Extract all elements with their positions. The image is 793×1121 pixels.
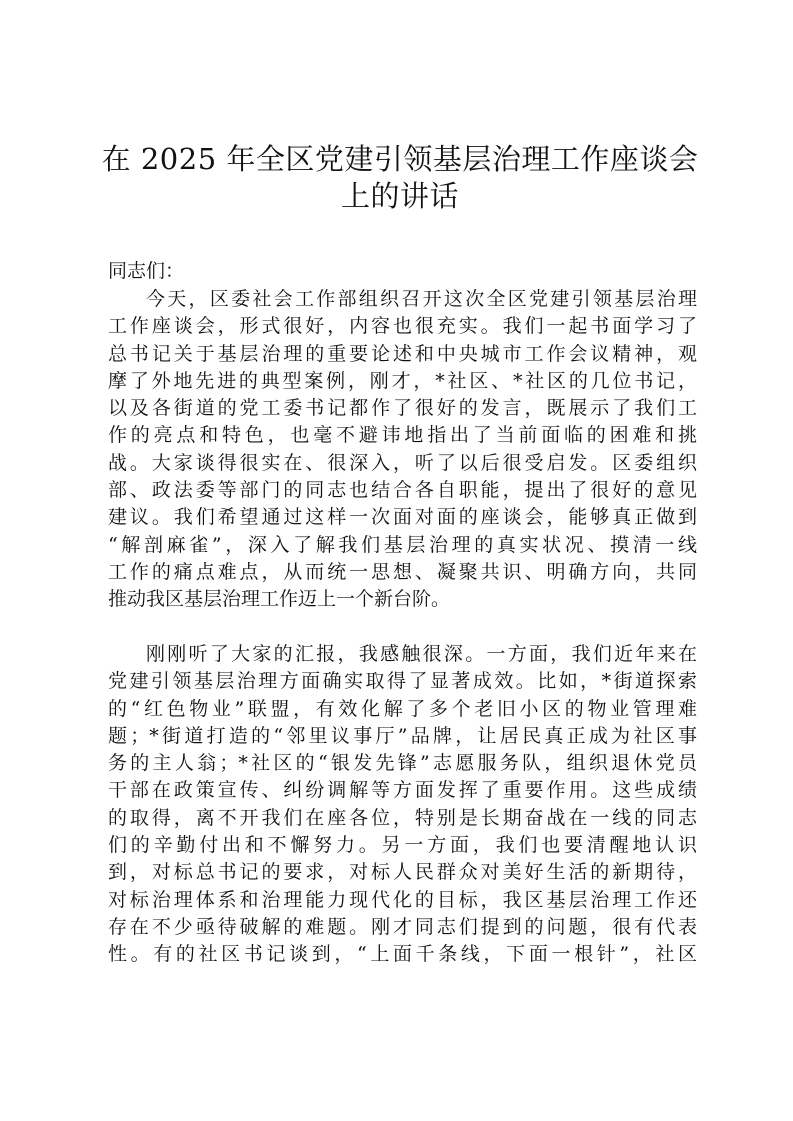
text-line: 刚刚听了大家的汇报，我感触很深。一方面，我们近年来在 [146,643,697,665]
paragraph-2 [108,641,697,969]
text-line: 到，对标总书记的要求，对标人民群众对美好生活的新期待， [108,861,697,884]
text-line: 部、政法委等部门的同志也结合各自职能，提出了很好的意见 [108,479,697,502]
text-line: 的取得，离不开我们在座各位，特别是长期奋战在一线的同志 [108,806,697,829]
text-line: 性。有的社区书记谈到，“上面千条线，下面一根针”，社区 [108,943,697,966]
text-line: 们的辛勤付出和不懈努力。另一方面，我们也要清醒地认识 [108,834,697,857]
text-line: 存在不少亟待破解的难题。刚才同志们提到的问题，很有代表 [108,915,697,938]
text-line: 工作的痛点难点，从而统一思想、凝聚共识、明确方向，共同 [108,560,697,583]
text-line: 摩了外地先进的典型案例，刚才，*社区、*社区的几位书记， [108,369,697,392]
text-line: 推动我区基层治理工作迈上一个新台阶。 [108,588,451,611]
text-line: “解剖麻雀”，深入了解我们基层治理的真实状况、摸清一线 [108,533,697,556]
paragraph-1 [108,286,697,614]
text-line: 党建引领基层治理方面确实取得了显著成效。比如，*街道探索 [108,670,697,693]
title-line-1: 在 2025 年全区党建引领基层治理工作座谈会 [101,142,699,176]
text-line: 对标治理体系和治理能力现代化的目标，我区基层治理工作还 [108,888,697,911]
text-line: 作的亮点和特色，也毫不避讳地指出了当前面临的困难和挑 [108,424,697,447]
text-line: 总书记关于基层治理的重要论述和中央城市工作会议精神，观 [108,342,697,365]
text-line: 建议。我们希望通过这样一次面对面的座谈会，能够真正做到 [108,506,697,529]
text-line: 工作座谈会，形式很好，内容也很充实。我们一起书面学习了 [108,315,697,338]
text-line: 干部在政策宣传、纠纷调解等方面发挥了重要作用。这些成绩 [108,779,697,802]
text-line: 今天，区委社会工作部组织召开这次全区党建引领基层治理 [146,288,697,310]
text-line: 的“红色物业”联盟，有效化解了多个老旧小区的物业管理难 [108,697,697,720]
title-line-2: 上的讲话 [340,179,459,213]
document-title [100,141,700,215]
text-line: 战。大家谈得很实在、很深入，听了以后很受启发。区委组织 [108,451,697,474]
text-line: 题；*街道打造的“邻里议事厅”品牌，让居民真正成为社区事 [108,724,697,747]
text-line: 以及各街道的党工委书记都作了很好的发言，既展示了我们工 [108,397,697,420]
salutation: 同志们： [108,260,185,282]
text-line: 务的主人翁；*社区的“银发先锋”志愿服务队，组织退休党员 [108,752,697,775]
